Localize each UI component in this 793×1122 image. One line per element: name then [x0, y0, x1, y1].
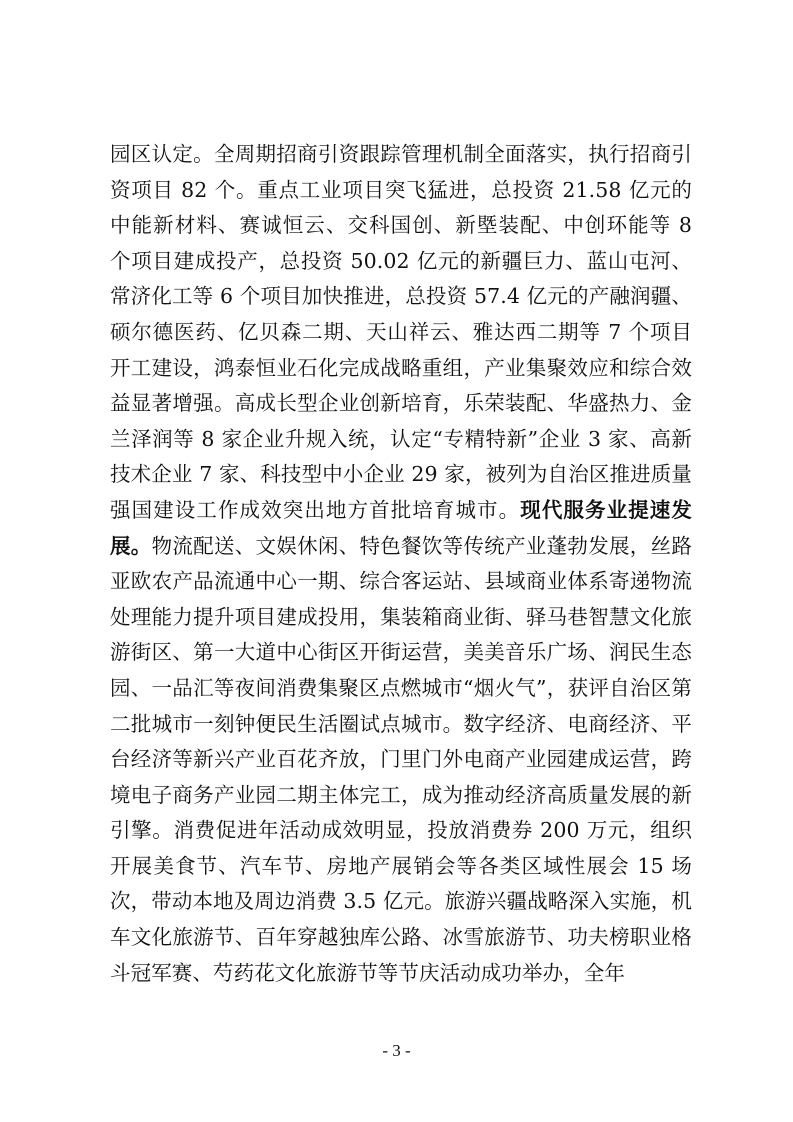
- paragraph-text-part-2: 物流配送、文娱休闲、特色餐饮等传统产业蓬勃发展，丝路亚欧农产品流通中心一期、综合客运站、县域商业体系寄递物流处理能力提升项目建成投用，集装箱商业街、驿马巷智慧文化旅游街区、第一大道中心街区开街运营，美美音乐广场、润民生态园、一品汇等夜间消费集聚区点燃城市“烟火气”，获评自治区第二批城市一刻钟便民生活圈试点城市。数字经济、电商经济、平台经济等新兴产业百花齐放，门里门外电商产业园建成运营，跨境电子商务产业园二期主体完工，成为推动经济高质量发展的新引擎。消费促进年活动成效明显，投放消费券 200 万元，组织开展美食节、汽车节、房地产展销会等各类区域性展会 15 场次，带动本地及周边消费 3.5 亿元。旅游兴疆战略深入实施，机车文化旅游节、百年穿越独库公路、冰雪旅游节、功夫榜职业格斗冠军赛、芍药花文化旅游节等节庆活动成功举办，全年: [110, 533, 692, 985]
- body-paragraph: [110, 137, 692, 991]
- section-heading-modern-services: 现代服务业提速发展。: [110, 497, 692, 558]
- page-number: - 3 -: [382, 1041, 411, 1060]
- paragraph-text-part-1: 园区认定。全周期招商引资跟踪管理机制全面落实，执行招商引资项目 82 个。重点工业项目突飞猛进，总投资 21.58 亿元的中能新材料、赛诚恒云、交科国创、新塈装配、中创环能等 8 个项目建成投产，总投资 50.02 亿元的新疆巨力、蓝山屯河、常济化工等 6 个项目加快推进，总投资 57.4 亿元的产融润疆、硕尔德医药、亿贝森二期、天山祥云、雅达西二期等 7 个项目开工建设，鸿泰恒业石化完成战略重组，产业集聚效应和综合效益显著增强。高成长型企业创新培育，乐荣装配、华盛热力、金兰泽润等 8 家企业升规入统，认定“专精特新”企业 3 家、高新技术企业 7 家、科技型中小企业 29 家，被列为自治区推进质量强国建设工作成效突出地方首批培育城市。: [110, 142, 692, 522]
